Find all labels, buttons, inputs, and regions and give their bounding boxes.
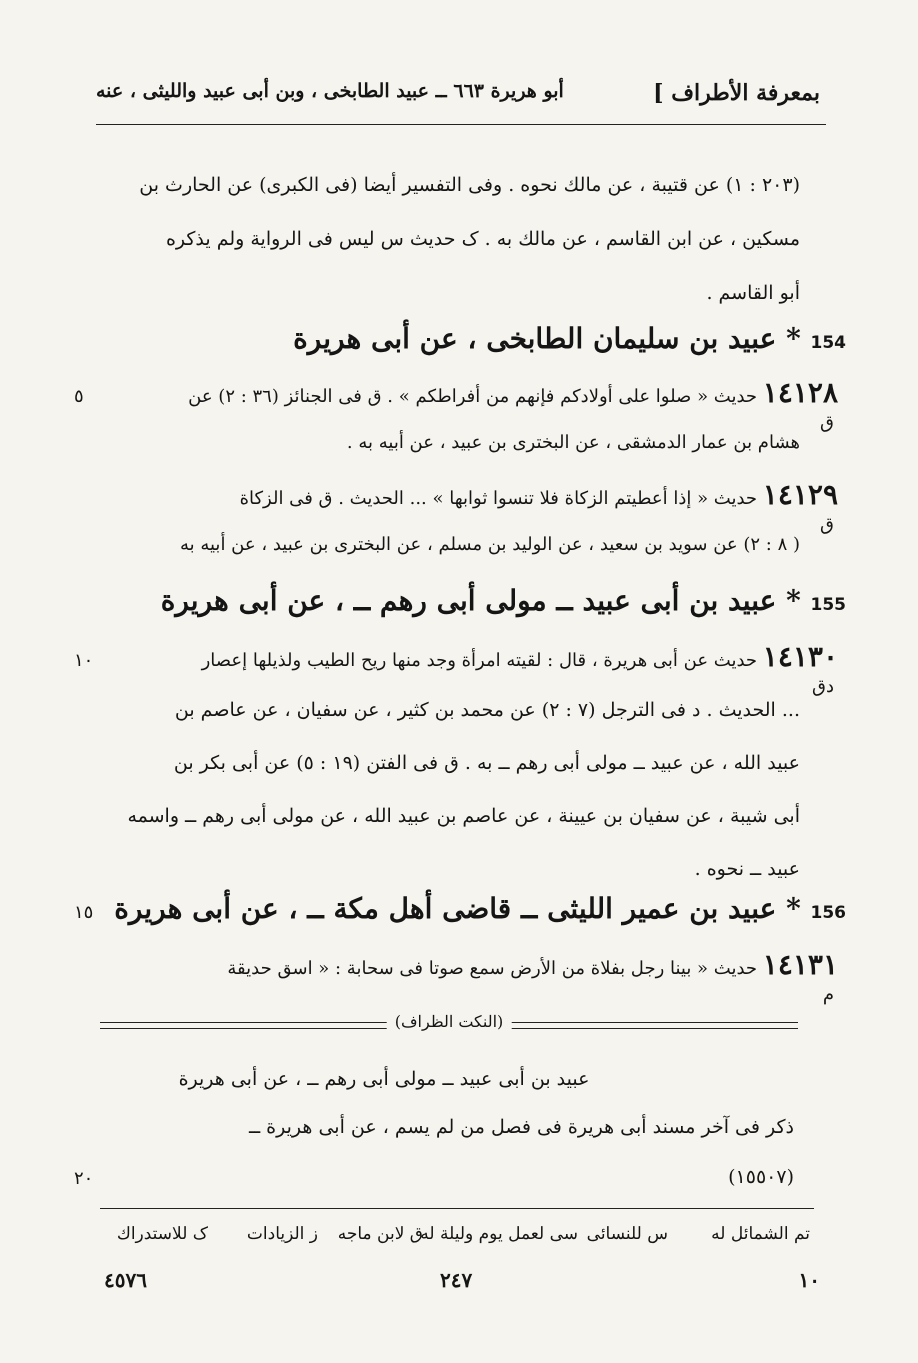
footer-siglum: سى لعمل يوم وليلة له [420, 1224, 578, 1244]
entry-text: حديث « بينا رجل بفلاة من الأرض سمع صوتا فى سحابة : « اسق حديقة [227, 958, 758, 979]
entry-number: ١٤١٣١ [762, 948, 838, 981]
nukat-label: (النكت الظراف) [387, 1012, 512, 1031]
running-header [96, 80, 820, 114]
section-heading-154: 154 * عبيد بن سليمان الطابخى ، عن أبى هريرة [293, 322, 846, 355]
header-right-text: بمعرفة الأطراف ] [653, 80, 820, 106]
entry-14128 [100, 376, 838, 409]
section-number: 155 [810, 595, 846, 615]
margin-line-number: ٢٠ [74, 1168, 94, 1189]
entry-line: ( ٨ : ٢) عن سويد بن سعيد ، عن الوليد بن مسلم ، عن البخترى بن عبيد ، عن أبيه به [179, 534, 800, 555]
entry-number: ١٤١٣٠ [762, 640, 838, 673]
footer-siglum: ز الزيادات [246, 1224, 318, 1244]
nukat-ref: (١٥٥٠٧) [728, 1166, 794, 1188]
entry-text: حديث « إذا أعطيتم الزكاة فلا تنسوا ثوابها » ... الحديث . ق فى الزكاة [239, 488, 758, 509]
entry-14129 [100, 478, 838, 511]
section-number: 154 [810, 333, 846, 353]
section-number: 156 [810, 903, 846, 923]
section-title: عبيد بن عمير الليثى ــ قاضى أهل مكة ــ ، عن أبى هريرة [114, 892, 777, 925]
margin-line-number: ٥ [74, 386, 84, 407]
entry-text: حديث عن أبى هريرة ، قال : لقيته امرأة وجد منها ريح الطيب ولذيلها إعصار [201, 650, 758, 671]
margin-line-number: ١٠ [74, 650, 94, 671]
intro-paragraph [100, 158, 800, 320]
entry-14130 [100, 640, 838, 673]
intro-line: مسكين ، عن ابن القاسم ، عن مالك به . ک حديث س ليس فى الرواية ولم يذكره [165, 228, 800, 250]
nukat-heading: عبيد بن أبى عبيد ــ مولى أبى رهم ــ ، عن أبى هريرة [178, 1068, 590, 1090]
entry-text: حديث « صلوا على أولادكم فإنهم من أفراطكم » . ق فى الجنائز (٣٦ : ٢) عن [188, 386, 758, 407]
entry-siglum: م [822, 984, 834, 1005]
entry-14131 [100, 948, 838, 981]
entry-siglum: دق [812, 676, 834, 697]
footer-rule [100, 1208, 814, 1209]
page-number-left: ٤٥٧٦ [104, 1268, 147, 1292]
entry-line: عبيد الله ، عن عبيد ــ مولى أبى رهم ــ به . ق فى الفتن (١٩ : ٥) عن أبى بكر بن [173, 752, 800, 774]
entry-number: ١٤١٢٩ [762, 478, 838, 511]
section-title: عبيد بن سليمان الطابخى ، عن أبى هريرة [293, 322, 777, 355]
entry-line: عبيد ــ نحوه . [694, 858, 800, 880]
footer-siglum: ق لابن ماجه [337, 1224, 423, 1244]
footer-siglum: س للنسائى [586, 1224, 668, 1244]
section-heading-156: 156 * عبيد بن عمير الليثى ــ قاضى أهل مكة ــ ، عن أبى هريرة [114, 892, 846, 925]
footer-siglum: ک للاستدراك [116, 1224, 208, 1244]
section-title: عبيد بن أبى عبيد ــ مولى أبى رهم ــ ، عن أبى هريرة [160, 584, 777, 617]
nukat-divider [100, 1012, 798, 1040]
entry-number: ١٤١٢٨ [762, 376, 838, 409]
entry-siglum: ق [820, 514, 834, 535]
intro-line: أبو القاسم . [706, 282, 800, 304]
entry-line: ... الحديث . د فى الترجل (٧ : ٢) عن محمد بن كثير ، عن سفيان ، عن عاصم بن [174, 699, 800, 721]
intro-line: (٢٠٣ : ١) عن قتيبة ، عن مالك نحوه . وفى التفسير أيضا (فى الكبرى) عن الحارث بن [139, 174, 800, 196]
margin-line-number: ١٥ [74, 902, 94, 923]
entry-siglum: ق [820, 412, 834, 433]
page-number-center: ٢٤٧ [440, 1268, 473, 1292]
entry-line: هشام بن عمار الدمشقى ، عن البخترى بن عبيد ، عن أبيه به . [346, 432, 800, 453]
header-left-text: أبو هريرة ٦٦٣ ــ عبيد الطابخى ، وبن أبى عبيد والليثى ، عنه [96, 80, 564, 102]
footer-siglum: تم الشمائل له [711, 1224, 810, 1244]
section-heading-155: 155 * عبيد بن أبى عبيد ــ مولى أبى رهم ــ ، عن أبى هريرة [160, 584, 846, 617]
header-rule [96, 124, 826, 125]
nukat-line: ذكر فى آخر مسند أبى هريرة فى فصل من لم يسم ، عن أبى هريرة ــ [249, 1116, 794, 1138]
entry-continuation [100, 684, 800, 896]
page-number-right: ١٠ [798, 1268, 820, 1292]
entry-line: أبى شيبة ، عن سفيان بن عيينة ، عن عاصم بن عبيد الله ، عن مولى أبى رهم ــ واسمه [127, 805, 800, 827]
